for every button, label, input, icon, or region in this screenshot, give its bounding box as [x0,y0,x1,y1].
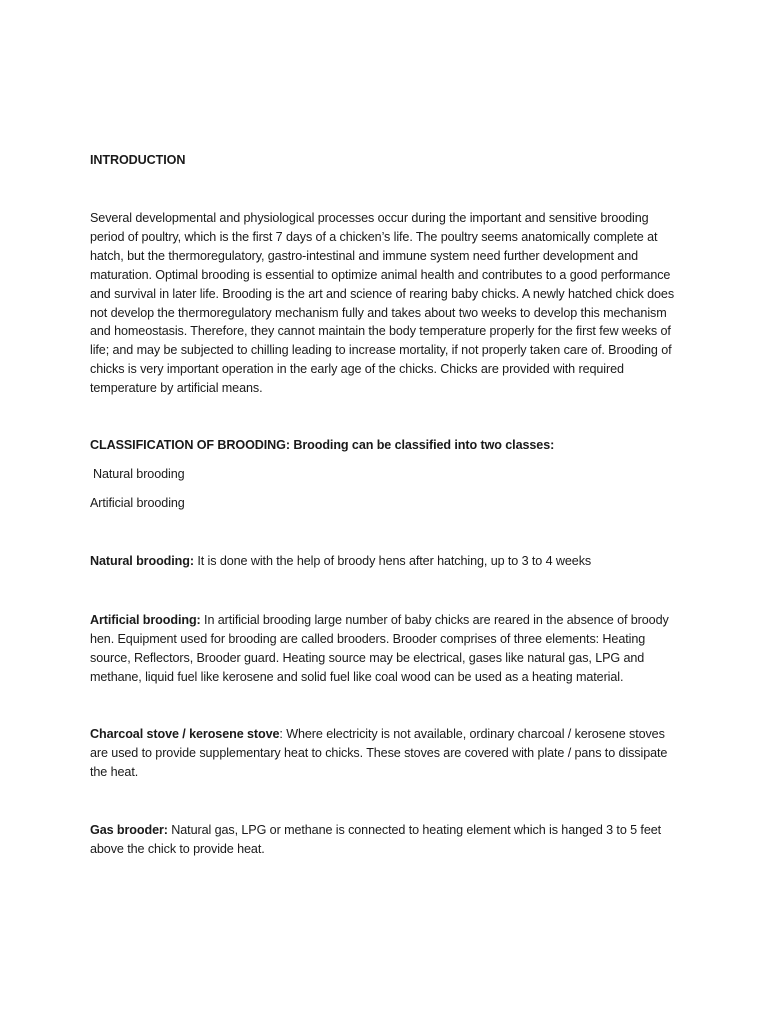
gas-brooder-label: Gas brooder: [90,823,168,837]
natural-brooding-label: Natural brooding: [90,554,194,568]
stove-paragraph [90,725,680,782]
gas-brooder-paragraph [90,821,680,859]
introduction-heading: INTRODUCTION [90,153,186,167]
artificial-brooding-label: Artificial brooding: [90,613,201,627]
artificial-brooding-text: In artificial brooding large number of baby chicks are reared in the absence of broody hen. Equipment used for brooding are called brooders. Brooder comprises of three elements: Heating source, Reflectors, Brooder guard. Heating source may be electrical, gases like natural gas, LPG and methane, liquid fuel like kerosene and solid fuel like coal wood can be used as a heating material. [90,613,669,684]
stove-label: Charcoal stove / kerosene stove [90,727,280,741]
natural-brooding-paragraph [90,552,680,571]
gas-brooder-text: Natural gas, LPG or methane is connected to heating element which is hanged 3 to 5 feet above the chick to provide heat. [90,823,662,856]
classification-item-natural: Natural brooding [93,467,185,481]
introduction-paragraph: Several developmental and physiological processes occur during the important and sensitive brooding period of poultry, which is the first 7 days of a chicken’s life. The poultry seems anatomically complete at hatch, but the thermoregulatory, gastro-intestinal and immune system need further development and maturation. Optimal brooding is essential to optimize animal health and contributes to a good performance and survival in later life. Brooding is the art and science of rearing baby chicks. A newly hatched chick does not develop the thermoregulatory mechanism fully and takes about two weeks to develop this mechanism and homeostasis. Therefore, they cannot maintain the body temperature properly for the first few weeks of life; and may be subjected to chilling leading to increase mortality, if not properly taken care of. Brooding of chicks is very important operation in the early age of the chicks. Chicks are provided with required temperature by artificial means. [90,211,675,396]
classification-heading: CLASSIFICATION OF BROODING: Brooding can be classified into two classes: [90,438,555,452]
natural-brooding-text: It is done with the help of broody hens after hatching, up to 3 to 4 weeks [193,554,592,568]
artificial-brooding-paragraph [90,611,680,687]
classification-item-artificial: Artificial brooding [90,496,185,510]
stove-text: : Where electricity is not available, ordinary charcoal / kerosene stoves are used to provide supplementary heat to chicks. These stoves are covered with plate / pans to dissipate the heat. [90,727,668,779]
